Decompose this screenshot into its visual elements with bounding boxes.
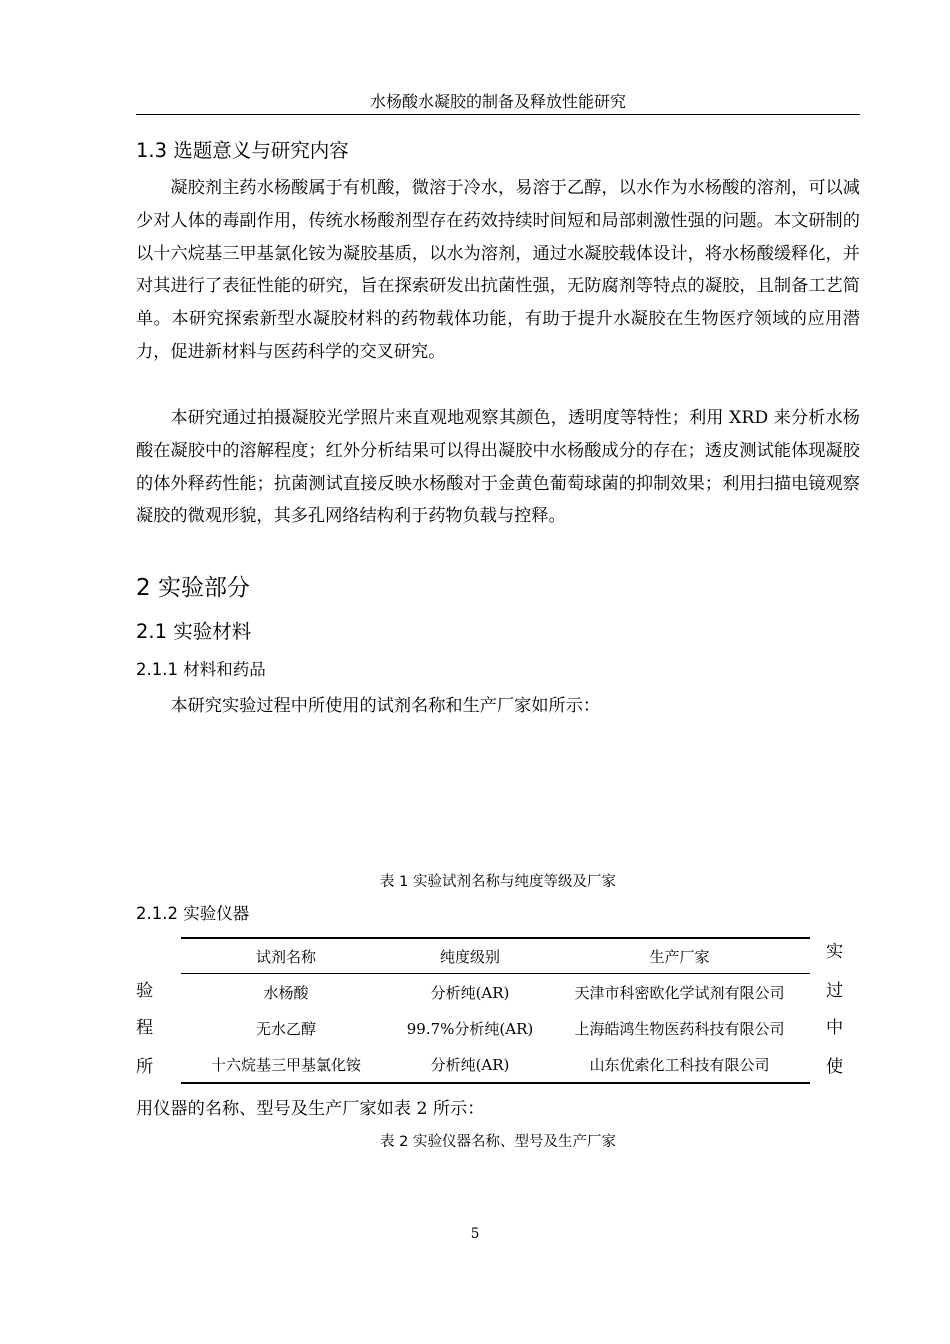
wrapped-text-char: 使 [826, 1057, 844, 1077]
table-header-cell: 纯度级别 [391, 938, 549, 974]
table-cell: 山东优索化工科技有限公司 [549, 1046, 810, 1083]
table-cell: 无水乙醇 [255, 1019, 316, 1038]
wrapped-text-char: 过 [826, 981, 844, 1001]
table-2-caption: 表 2 实验仪器名称、型号及生产厂家 [380, 1134, 616, 1150]
paragraph-significance: 凝胶剂主药水杨酸属于有机酸，微溶于冷水，易溶于乙醇，以水作为水杨酸的溶剂，可以减少对人体的毒副作用，传统水杨酸剂型存在药效持续时间短和局部刺激性强的问题。本文研制的以十六烷基三甲基氯化铵为凝胶基质，以水为溶剂，通过水凝胶载体设计，将水杨酸缓释化，并对其进行了表征性能的研究，旨在探索研发出抗菌性强，无防腐剂等特点的凝胶，且制备工艺简单。本研究探索新型水凝胶材料的药物载体功能，有助于提升水凝胶在生物医疗领域的应用潜力，促进新材料与医药科学的交叉研究。 [136, 178, 860, 362]
page-number: 5 [470, 1226, 480, 1242]
table-cell: 十六烷基三甲基氯化铵 [181, 1046, 391, 1083]
table-cell: 天津市科密欧化学试剂有限公司 [574, 983, 785, 1002]
running-header: 水杨酸水凝胶的制备及释放性能研究 [369, 92, 626, 111]
heading-2: 2 实验部分 [136, 575, 250, 601]
wrapped-text-char: 所 [136, 1057, 154, 1077]
heading-2-1-1: 2.1.1 材料和药品 [136, 660, 266, 679]
heading-2-1: 2.1 实验材料 [136, 620, 252, 643]
wrapped-text-char: 验 [136, 981, 154, 1001]
paragraph-research-content: 本研究通过拍摄凝胶光学照片来直观地观察其颜色，透明度等特性；利用 XRD 来分析水杨酸在凝胶中的溶解程度；红外分析结果可以得出凝胶中水杨酸成分的存在；透皮测试能体现凝胶的体外释药性能；抗菌测试直接反映水杨酸对于金黄色葡萄球菌的抑制效果；利用扫描电镜观察凝胶的微观形貌，其多孔网络结构利于药物负载与控释。 [136, 408, 860, 527]
wrapped-text-char: 程 [136, 1018, 154, 1038]
table-cell: 分析纯(AR) [391, 1046, 549, 1083]
table-cell: 分析纯(AR) [430, 983, 510, 1002]
table-cell: 水杨酸 [263, 983, 309, 1002]
wrapped-text-char: 实 [826, 942, 844, 962]
paragraph-reagents-intro: 本研究实验过程中所使用的试剂名称和生产厂家如所示： [170, 696, 601, 716]
table-cell: 99.7%分析纯(AR) [406, 1019, 534, 1038]
table-row [181, 1046, 810, 1083]
table-row [181, 1010, 810, 1046]
table-header-cell: 生产厂家 [549, 938, 810, 974]
table-row [181, 974, 810, 1011]
paragraph-instruments-tail: 用仪器的名称、型号及生产厂家如表 2 所示： [136, 1099, 485, 1119]
header-rule [136, 114, 860, 115]
table-header-row [181, 938, 810, 974]
table-1-caption: 表 1 实验试剂名称与纯度等级及厂家 [380, 874, 616, 890]
table-header-cell: 试剂名称 [181, 938, 391, 974]
heading-1-3: 1.3 选题意义与研究内容 [136, 139, 349, 162]
heading-2-1-2: 2.1.2 实验仪器 [136, 904, 250, 923]
table-cell: 上海皓鸿生物医药科技有限公司 [574, 1019, 785, 1038]
wrapped-text-char: 中 [826, 1018, 844, 1038]
reagents-table [181, 937, 810, 1084]
